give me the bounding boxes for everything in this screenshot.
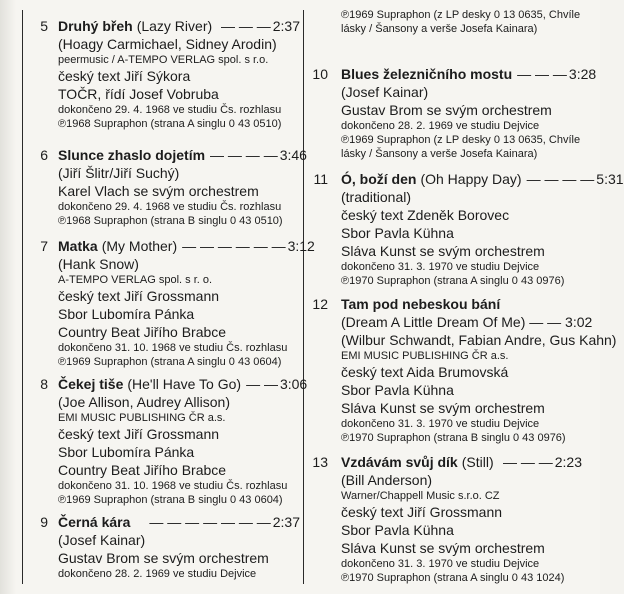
track-title-line [58,514,300,531]
track-original-title: (My Mother) [101,238,178,254]
credit-line: (Hoagy Carmichael, Sidney Arodin) [58,36,277,52]
track-title: Matka [58,238,98,254]
credit-line: český text Jiří Grossmann [341,504,503,520]
track-original-title: (Still) [461,454,494,470]
credit-line: Sláva Kunst se svým orchestrem [341,540,545,556]
credit-line: český text Jiří Grossmann [58,288,220,304]
credit-line: dokončeno 31. 3. 1970 ve studiu Dejvice [341,558,540,570]
dash-leader: — — — — [210,147,278,163]
credit-line: (Josef Kainar) [341,84,429,100]
track-title: Vzdávám svůj dík [341,454,458,470]
credit-line: lásky / Šansony a verše Josefa Kainara) [341,148,538,160]
dash-leader: — — — [502,454,553,470]
credit-line: (traditional) [341,189,412,205]
track-duration: 2:37 [272,18,300,34]
continued-credit-line: lásky / Šansony a verše Josefa Kainara) [341,23,538,35]
credit-line: ℗1968 Supraphon (strana A singlu 0 43 0510) [58,118,282,130]
credit-line: český text Jiří Grossmann [58,426,220,442]
credit-line: ℗1970 Supraphon (strana B singlu 0 43 0976) [341,432,566,444]
credit-line: EMI MUSIC PUBLISHING ČR a.s. [58,412,226,424]
track-title: Druhý břeh [58,18,133,34]
credit-line: ℗1969 Supraphon (strana B singlu 0 43 0604) [58,494,283,506]
track-details [341,296,617,445]
track-title-line [58,238,315,255]
credit-line: peermusic / A-TEMPO VERLAG spol. s r.o. [58,54,269,66]
track-title-line [58,18,300,35]
credit-line: Sbor Pavla Kühna [341,225,454,241]
track-original-title: (Lazy River) [136,18,213,34]
credit-line: (Wilbur Schwandt, Fabian Andre, Gus Kahn) [341,332,617,348]
track-number: 11 [313,171,328,187]
credit-line: dokončeno 31. 3. 1970 ve studiu Dejvice [341,418,540,430]
track-number: 5 [40,18,48,34]
credit-line: (Jiří Šlitr/Jiří Suchý) [58,165,180,181]
track-details [58,147,307,228]
credit-line: český text Zdeněk Borovec [341,207,510,223]
track-number: 7 [40,238,48,254]
credit-line: Sláva Kunst se svým orchestrem [341,400,545,416]
credit-line: EMI MUSIC PUBLISHING ČR a.s. [341,350,509,362]
track-number: 10 [312,66,328,82]
track-number: 8 [40,376,48,392]
track-original-title: (Oh Happy Day) [420,171,522,187]
credit-line: A-TEMPO VERLAG spol. s r. o. [58,274,213,286]
credit-line: ℗1968 Supraphon (strana B singlu 0 43 0510) [58,215,283,227]
track-duration: 2:37 [272,514,300,530]
track-number: 6 [40,147,48,163]
track-details [58,376,308,507]
middle-column-rule [303,10,304,584]
credit-line: dokončeno 28. 2. 1969 ve studiu Dejvice [341,120,540,132]
track-details [58,238,315,369]
track-title: Tam pod nebeskou bání [341,296,501,312]
dash-leader: — — — — — — — [149,514,271,530]
dash-leader: — — — [220,18,271,34]
dash-leader: — — — — [526,171,595,187]
credit-line: TOČR, řídí Josef Vobruba [58,86,219,102]
track-number: 12 [312,296,328,312]
continued-credit-line: ℗1969 Supraphon (z LP desky 0 13 0635, Chvíle [341,9,581,21]
track-title-line [341,66,597,83]
credit-line: Gustav Brom se svým orchestrem [341,102,552,118]
credit-line: Gustav Brom se svým orchestrem [58,550,269,566]
credit-line: Karel Vlach se svým orchestrem [58,183,259,199]
credit-line: ℗1970 Supraphon (strana A singlu 0 43 0976) [341,275,565,287]
left-column-rule [22,10,23,584]
track-title-line [58,376,308,393]
track-details [341,171,624,288]
credit-line: (Hank Snow) [58,256,139,272]
credit-line: Sbor Lubomíra Pánka [58,444,195,460]
credit-line: dokončeno 29. 4. 1968 ve studiu Čs. rozhlasu [58,104,282,116]
track-details [58,514,300,581]
track-title: Čekej tiše [58,376,124,392]
credit-line: ℗1969 Supraphon (z LP desky 0 13 0635, Chvíle [341,134,581,146]
track-duration: 3:28 [568,66,597,82]
credit-line: ℗1969 Supraphon (strana A singlu 0 43 0604) [58,356,282,368]
credit-line: český text Aida Brumovská [341,364,509,380]
credit-line: (Josef Kainar) [58,532,146,548]
credit-line: (Dream A Little Dream Of Me) — — 3:02 [341,314,593,330]
track-title-line [341,171,624,188]
track-title-line [341,296,582,313]
track-title-line [341,454,582,471]
credit-line: dokončeno 29. 4. 1968 ve studiu Čs. rozhlasu [58,201,282,213]
dash-leader: — — [246,376,278,392]
track-title-line [58,147,307,164]
credit-line: (Bill Anderson) [341,472,433,488]
credit-line: dokončeno 31. 3. 1970 ve studiu Dejvice [341,261,540,273]
dash-leader: — — — [517,66,567,82]
track-details [341,454,582,585]
credit-line: Sbor Pavla Kühna [341,382,454,398]
track-duration: 5:31 [596,171,624,187]
credit-line: Sbor Pavla Kühna [341,522,454,538]
credit-line: dokončeno 31. 10. 1968 ve studiu Čs. rozhlasu [58,480,288,492]
dash-leader: — — — — — — [182,238,286,254]
track-details [341,66,597,161]
credit-line: český text Jiří Sýkora [58,68,191,84]
track-original-title: (He'll Have To Go) [127,376,242,392]
track-duration: 3:46 [279,147,307,163]
track-number: 13 [312,454,328,470]
track-title: Ó, boží den [341,171,417,187]
credit-line: dokončeno 31. 10. 1968 ve studiu Čs. rozhlasu [58,342,288,354]
credit-line: Warner/Chappell Music s.r.o. CZ [341,490,500,502]
track-details [58,18,300,131]
track-title: Blues železničního mostu [341,66,513,82]
track-duration: 2:23 [554,454,582,470]
credit-line: Country Beat Jiřího Brabce [58,462,227,478]
credit-line: Sláva Kunst se svým orchestrem [341,243,545,259]
credit-line: (Joe Allison, Audrey Allison) [58,394,230,410]
track-number: 9 [40,514,48,530]
credit-line: ℗1970 Supraphon (strana A singlu 0 43 1024) [341,572,565,584]
credit-line: Country Beat Jiřího Brabce [58,324,227,340]
track-duration: 3:12 [287,238,315,254]
track-duration: 3:06 [279,376,308,392]
track-title: Slunce zhaslo dojetím [58,147,206,163]
credit-line: Sbor Lubomíra Pánka [58,306,195,322]
page-edge-shadow [0,0,16,594]
credit-line: dokončeno 28. 2. 1969 ve studiu Dejvice [58,568,257,580]
track-title: Černá kára [58,514,131,530]
